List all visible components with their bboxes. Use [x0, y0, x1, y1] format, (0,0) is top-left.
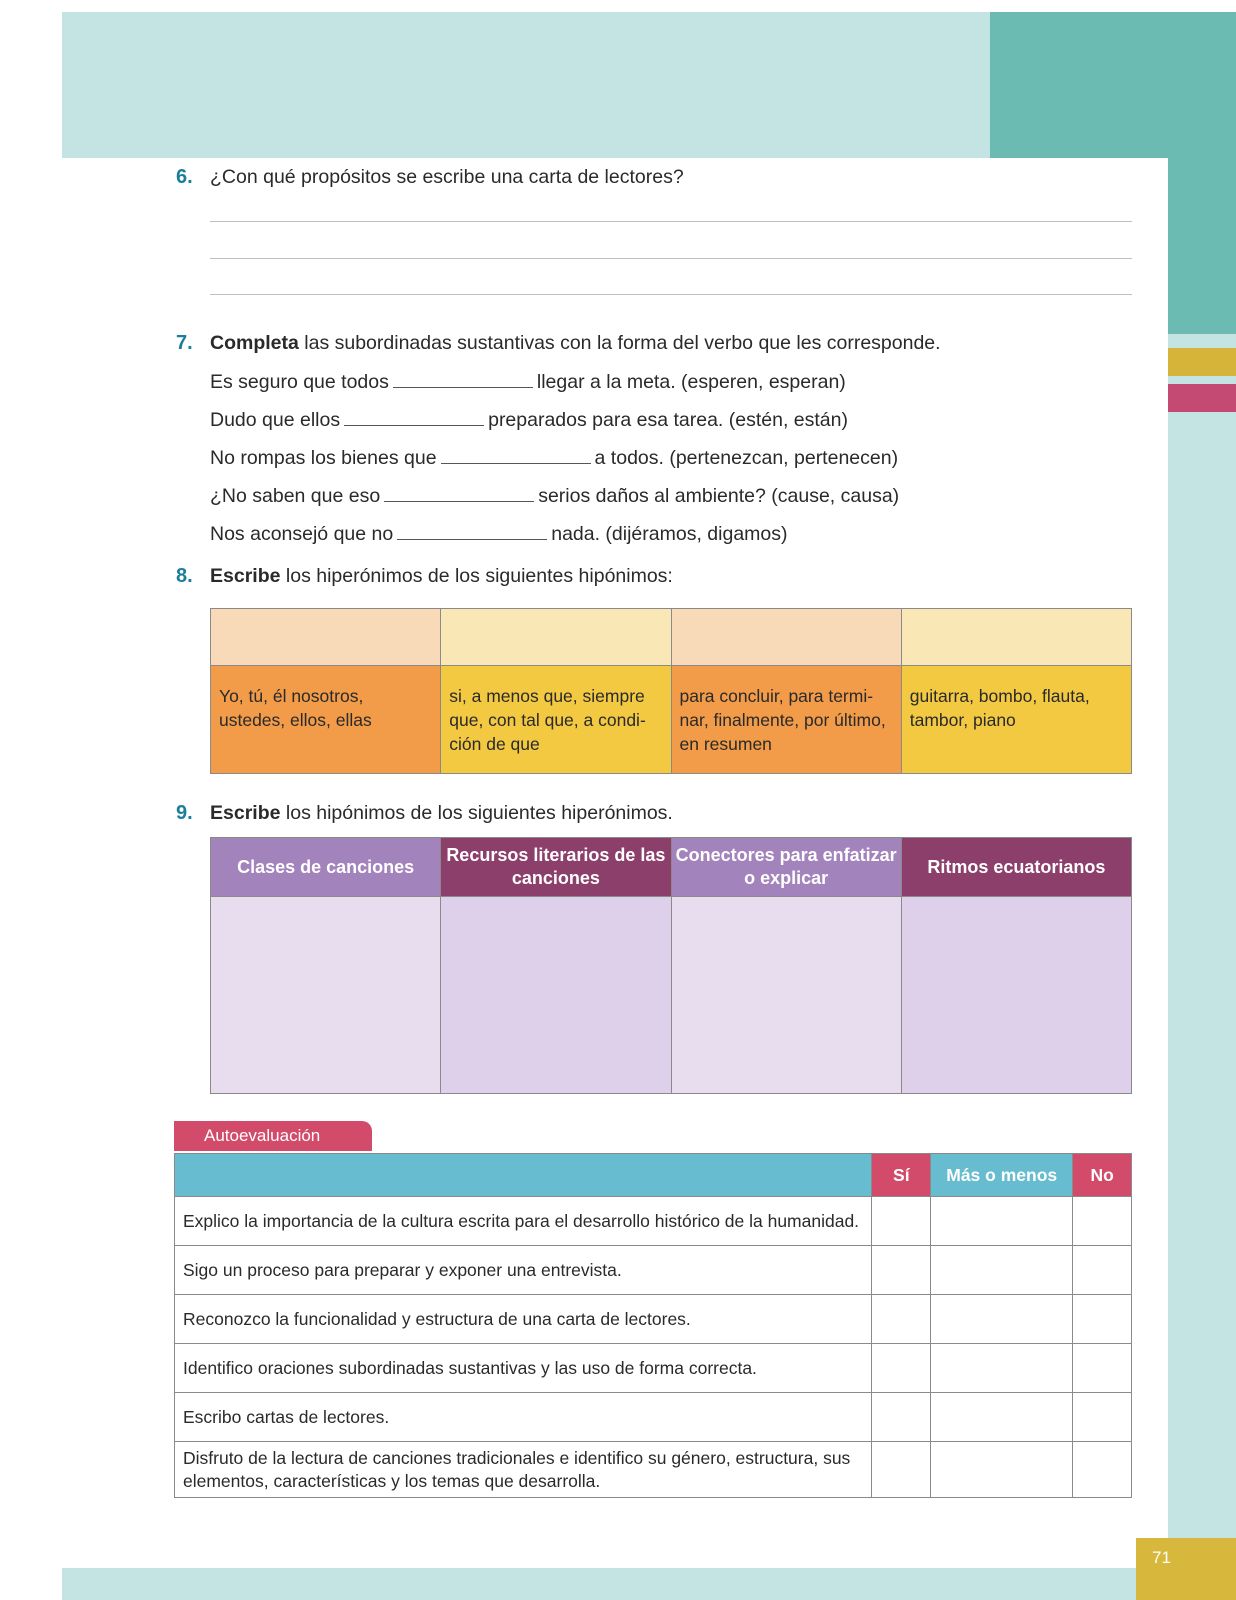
check-cell-mas-o-menos[interactable]: [931, 1197, 1073, 1246]
answer-line[interactable]: [210, 221, 1132, 222]
column-header: Clases de canciones: [211, 838, 441, 897]
criteria-text: Identifico oraciones subordinadas sustantivas y las uso de forma correcta.: [175, 1344, 872, 1393]
side-tab-yellow: [1168, 348, 1236, 376]
question-9-instruction: los hipónimos de los siguientes hiperónimos.: [280, 802, 673, 824]
hyponym-cell: para concluir, para termi-nar, finalmente, por último, en resumen: [671, 666, 901, 774]
header-row: [175, 1154, 1132, 1197]
criteria-text: Disfruto de la lectura de canciones tradicionales e identifico su género, estructura, sus elementos, características y los temas que desarrolla.: [175, 1442, 872, 1498]
check-cell-no[interactable]: [1073, 1295, 1132, 1344]
check-cell-si[interactable]: [872, 1295, 931, 1344]
answer-cell[interactable]: [211, 897, 441, 1094]
criteria-text: Reconozco la funcionalidad y estructura de una carta de lectores.: [175, 1295, 872, 1344]
column-header-no: No: [1073, 1154, 1132, 1197]
fill-blank[interactable]: [441, 445, 591, 464]
fill-row: [210, 521, 788, 546]
column-header-mas-o-menos: Más o menos: [931, 1154, 1073, 1197]
criteria-text: Escribo cartas de lectores.: [175, 1393, 872, 1442]
column-header: Conectores para enfatizar o explicar: [671, 838, 901, 897]
question-7-number: 7.: [176, 332, 193, 354]
hyponym-cell: si, a menos que, siempre que, con tal que, a condi-ción de que: [441, 666, 671, 774]
page-number: 71: [1152, 1548, 1171, 1567]
fill-row-after: serios daños al ambiente? (cause, causa): [538, 485, 900, 507]
check-cell-mas-o-menos[interactable]: [931, 1344, 1073, 1393]
question-8-verb: Escribe: [210, 565, 281, 587]
question-6-text: ¿Con qué propósitos se escribe una carta de lectores?: [210, 166, 684, 188]
question-8-instruction: los hiperónimos de los siguientes hipónimos:: [280, 565, 673, 587]
answer-cell[interactable]: [671, 609, 901, 666]
answer-cell[interactable]: [211, 609, 441, 666]
criteria-text: Sigo un proceso para preparar y exponer una entrevista.: [175, 1246, 872, 1295]
question-7-instruction: las subordinadas sustantivas con la forma del verbo que les corresponde.: [298, 332, 941, 354]
check-cell-si[interactable]: [872, 1442, 931, 1498]
side-tab-pink: [1168, 384, 1236, 412]
fill-blank[interactable]: [384, 483, 534, 502]
hyponym-row: [211, 666, 1132, 774]
fill-row-before: Es seguro que todos: [210, 371, 389, 393]
fill-row-after: preparados para esa tarea. (estén, están): [488, 409, 848, 431]
check-cell-mas-o-menos[interactable]: [931, 1442, 1073, 1498]
criteria-text: Explico la importancia de la cultura escrita para el desarrollo histórico de la humanidad.: [175, 1197, 872, 1246]
fill-row: [210, 483, 899, 508]
check-cell-si[interactable]: [872, 1197, 931, 1246]
check-cell-no[interactable]: [1073, 1442, 1132, 1498]
fill-row: [210, 407, 848, 432]
fill-blank[interactable]: [393, 369, 533, 388]
hyponym-table: [210, 837, 1132, 1094]
fill-row-before: Nos aconsejó que no: [210, 523, 394, 545]
fill-row: [210, 369, 846, 394]
fill-row-after: nada. (dijéramos, digamos): [551, 523, 788, 545]
question-9-text: [210, 802, 673, 825]
check-cell-no[interactable]: [1073, 1246, 1132, 1295]
column-header-si: Sí: [872, 1154, 931, 1197]
hyperonym-table: [210, 608, 1132, 774]
check-cell-no[interactable]: [1073, 1344, 1132, 1393]
fill-row-after: a todos. (pertenezcan, pertenecen): [594, 447, 899, 469]
answer-row: [211, 609, 1132, 666]
check-cell-no[interactable]: [1073, 1197, 1132, 1246]
criteria-row: [175, 1197, 1132, 1246]
autoevaluacion-table: [174, 1153, 1132, 1498]
question-9-verb: Escribe: [210, 802, 281, 824]
criteria-row: [175, 1344, 1132, 1393]
fill-blank[interactable]: [397, 521, 547, 540]
criteria-row: [175, 1295, 1132, 1344]
answer-cell[interactable]: [671, 897, 901, 1094]
answer-cell[interactable]: [901, 897, 1131, 1094]
answer-cell[interactable]: [441, 609, 671, 666]
column-header: Recursos literarios de las canciones: [441, 838, 671, 897]
fill-row-before: Dudo que ellos: [210, 409, 341, 431]
question-7-verb: Completa: [210, 332, 299, 354]
answer-cell[interactable]: [901, 609, 1131, 666]
page-number-box: [1136, 1538, 1236, 1600]
fill-row: [210, 445, 898, 470]
column-header: Ritmos ecuatorianos: [901, 838, 1131, 897]
answer-line[interactable]: [210, 294, 1132, 295]
question-8-text: [210, 565, 673, 588]
check-cell-si[interactable]: [872, 1344, 931, 1393]
criteria-row: [175, 1442, 1132, 1498]
hyponym-cell: Yo, tú, él nosotros, ustedes, ellos, ellas: [211, 666, 441, 774]
check-cell-si[interactable]: [872, 1393, 931, 1442]
side-band: [1168, 334, 1236, 1600]
check-cell-mas-o-menos[interactable]: [931, 1393, 1073, 1442]
fill-row-after: llegar a la meta. (esperen, esperan): [536, 371, 846, 393]
check-cell-mas-o-menos[interactable]: [931, 1246, 1073, 1295]
fill-row-before: No rompas los bienes que: [210, 447, 437, 469]
footer-band: [62, 1568, 1236, 1600]
answer-cell[interactable]: [441, 897, 671, 1094]
autoevaluacion-tab: Autoevaluación: [174, 1121, 372, 1151]
answer-line[interactable]: [210, 258, 1132, 259]
answer-row: [211, 897, 1132, 1094]
hyponym-cell: guitarra, bombo, flauta, tambor, piano: [901, 666, 1131, 774]
check-cell-mas-o-menos[interactable]: [931, 1295, 1073, 1344]
check-cell-si[interactable]: [872, 1246, 931, 1295]
question-7-text: [210, 332, 941, 355]
question-8-number: 8.: [176, 565, 193, 587]
criteria-row: [175, 1246, 1132, 1295]
criteria-row: [175, 1393, 1132, 1442]
check-cell-no[interactable]: [1073, 1393, 1132, 1442]
question-9-number: 9.: [176, 802, 193, 824]
fill-blank[interactable]: [344, 407, 484, 426]
criteria-header: [175, 1154, 872, 1197]
fill-row-before: ¿No saben que eso: [210, 485, 381, 507]
header-row: [211, 838, 1132, 897]
question-6-number: 6.: [176, 166, 193, 188]
